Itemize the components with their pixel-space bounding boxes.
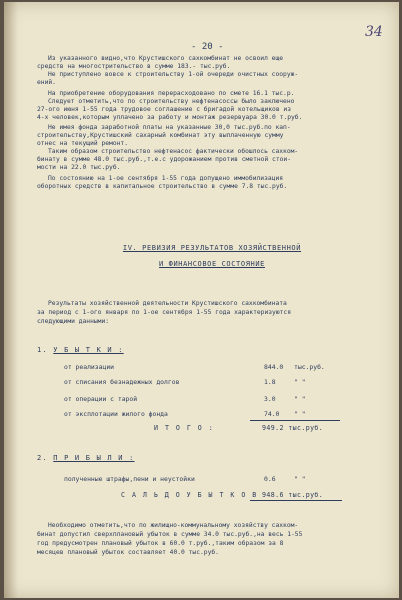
- section-heading: [37, 244, 387, 253]
- text-line: Следует отметить,что по строительству нефтенасоссы было заключено: [48, 98, 295, 105]
- text-line: год предусмотрен плановый убыток в 60.0 т.руб.,таким образом за 8: [37, 540, 284, 547]
- profits-heading: [37, 454, 134, 462]
- row-label: от списания безнадежных долгов: [64, 378, 180, 386]
- text-line: месяцев плановый убыток составляет 40.0 тыс.руб.: [37, 549, 219, 556]
- document-page: [4, 2, 399, 598]
- text-line: На приобретение оборудования перерасходовано по смете 16.1 тыс.р.: [48, 90, 295, 97]
- folio-number: 34: [365, 24, 383, 40]
- row-label: от операции с тарой: [64, 395, 138, 403]
- row-unit: " ": [294, 475, 306, 483]
- text-line: средств на многострительство в сумме 183.- тыс.руб.: [37, 63, 231, 70]
- text-line: 27-ого июня 1-55 года трудовое соглашение с бригадой котельщиков из: [37, 106, 292, 113]
- text-line: 4-х человек,которым уплачено за работу и монтаж резервуара 30.0 т.руб.: [37, 114, 303, 121]
- text-line: ений.: [37, 79, 56, 86]
- profits-row: [64, 475, 364, 484]
- row-unit: " ": [294, 395, 306, 403]
- balance-value: 948.6 тыс.руб.: [262, 491, 324, 499]
- row-value: 1.8: [264, 378, 276, 386]
- losses-heading: [37, 346, 124, 354]
- row-label: от эксплотации жилого фонда: [64, 410, 168, 418]
- text-line: Из указанного видно,что Крустишского сахкомбинат не освоил еще: [48, 55, 284, 62]
- losses-row: [64, 410, 364, 419]
- text-line: Таким образом строительство нефтенасос фактически обошлось сахком-: [48, 148, 299, 155]
- row-unit: " ": [294, 378, 306, 386]
- page-number: - 20 -: [191, 42, 224, 52]
- text-line: бинату в сумме 48.0 тыс.руб.,т.е.с удорожанием против сметной стои-: [37, 156, 292, 163]
- row-unit: тыс.руб.: [294, 363, 325, 371]
- row-value: 74.0: [264, 410, 280, 418]
- profits-heading-text: П Р И Б Ы Л И :: [53, 454, 135, 462]
- text-line: следующими данными:: [37, 318, 110, 325]
- profits-heading-number: 2.: [37, 454, 48, 462]
- text-line: оборотных средств в капитальное строительство в сумме 7.8 тыс.руб.: [37, 183, 288, 190]
- row-unit: " ": [294, 410, 306, 418]
- losses-row: [64, 395, 364, 404]
- balance-underline: [250, 500, 342, 501]
- section-heading-line-2: И ФИНАНСОВОЕ СОСТОЯНИЕ: [159, 260, 265, 268]
- text-line: Не приступлено вовсе к строительству 1-ой очереди очистных сооруж-: [48, 71, 299, 78]
- text-line: бинат допустил сверхплановый убыток в сумме 34.0 тыс.руб.,на весь 1-55: [37, 531, 303, 538]
- losses-heading-text: У Б Ы Т К И :: [53, 346, 124, 354]
- text-line: отнес на текущий ремонт.: [37, 140, 128, 147]
- sum-rule: [250, 420, 340, 421]
- text-line: Необходимо отметить,что по жилищно-коммунальному хозяйству сахком-: [48, 522, 299, 529]
- row-value: 0.6: [264, 475, 276, 483]
- text-line: Не имея фонда заработной платы на указанные 30,0 тыс.руб.по кап-: [48, 124, 291, 131]
- text-line: за период с 1-ого января по 1-ое сентября 1-55 года характеризуются: [37, 309, 292, 316]
- losses-total-label: И Т О Г О :: [154, 424, 215, 432]
- text-line: По состоянию на 1-ое сентября 1-55 года допущено иммобилизация: [48, 175, 284, 182]
- balance-label: С А Л Ь Д О У Б Ы Т К О В: [121, 491, 258, 499]
- text-line: строительству,Крустишский сахарный комбинат эту выплаченную сумму: [37, 132, 284, 139]
- section-heading-line-1: IV. РЕВИЗИЯ РЕЗУЛЬТАТОВ ХОЗЯЙСТВЕННОЙ: [122, 244, 302, 252]
- section-heading-continued: [37, 260, 387, 269]
- row-label: полученные штрафы,пени и неустойки: [64, 475, 195, 483]
- row-value: 3.0: [264, 395, 276, 403]
- row-label: от реализации: [64, 363, 115, 371]
- row-value: 844.0: [264, 363, 284, 371]
- losses-row: [64, 378, 364, 387]
- losses-row: [64, 363, 364, 372]
- text-line: мости на 22.0 тыс.руб.: [37, 164, 121, 171]
- losses-total-value: 949.2 тыс.руб.: [262, 424, 324, 432]
- losses-heading-number: 1.: [37, 346, 48, 354]
- text-line: Результаты хозяйственной деятельности Крустишского сахкомбината: [48, 300, 287, 307]
